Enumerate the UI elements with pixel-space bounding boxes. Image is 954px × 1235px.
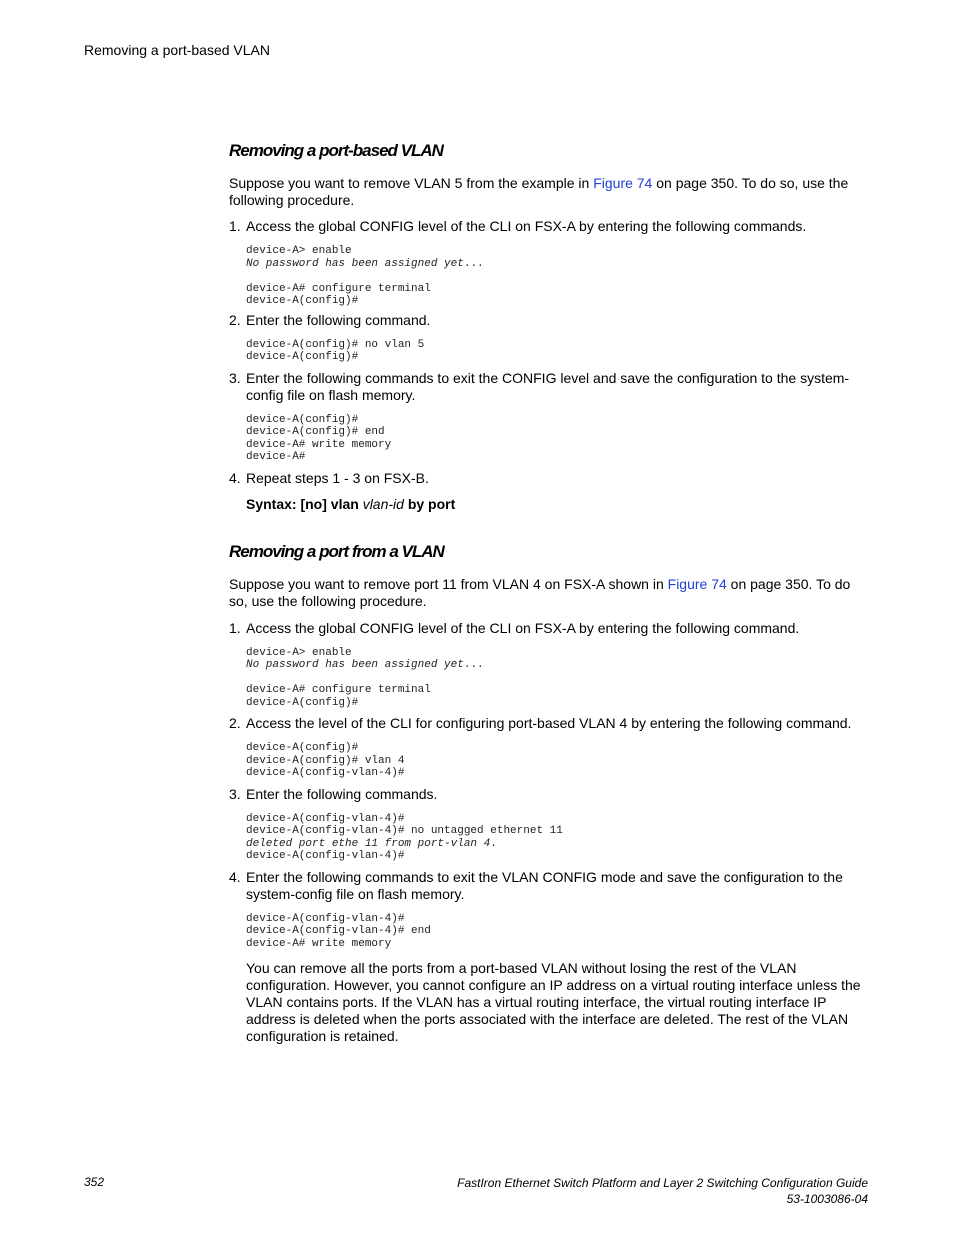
list-item: 1. Access the global CONFIG level of the CLI on FSX-A by entering the following command. xyxy=(229,619,800,636)
footer-doc-number: 53-1003086-04 xyxy=(786,1192,868,1206)
list-item: 4. Enter the following commands to exit the VLAN CONFIG mode and save the configuration to the system-config file on flash memory. xyxy=(229,868,843,902)
code-block: device-A(config-vlan-4)# device-A(config-vlan-4)# end device-A# write memory xyxy=(246,912,431,950)
running-header: Removing a port-based VLAN xyxy=(84,42,270,58)
code-block: device-A(config)# device-A(config)# end device-A# write memory device-A# xyxy=(246,413,392,463)
code-block: device-A> enable No password has been assigned yet... device-A# configure terminal device-A(config)# xyxy=(246,245,484,307)
list-item: 2. Enter the following command. xyxy=(229,311,431,328)
syntax-line: Syntax: [no] vlan vlan-id by port xyxy=(246,495,456,512)
page-content xyxy=(229,140,869,1045)
code-block: device-A(config)# no vlan 5 device-A(config)# xyxy=(246,338,425,363)
list-item: 3. Enter the following commands to exit the CONFIG level and save the configuration to the system-config file on flash memory. xyxy=(229,369,850,403)
page-number: 352 xyxy=(84,1175,105,1189)
list-item: 2. Access the level of the CLI for configuring port-based VLAN 4 by entering the following command. xyxy=(229,715,852,731)
closing-paragraph: You can remove all the ports from a port-based VLAN without losing the rest of the VLAN configuration. However, you cannot configure an IP address on a virtual routing interface unless the VLAN contains ports. If the VLAN has a virtual routing interface, the virtual routing interface IP address is deleted when the ports associated with the interface are deleted. The rest of the VLAN configuration is retained. xyxy=(246,960,861,1044)
section-heading-remove-port: Removing a port from a VLAN xyxy=(229,541,444,561)
list-item: 1. Access the global CONFIG level of the CLI on FSX-A by entering the following commands. xyxy=(229,218,807,234)
figure-link[interactable]: Figure 74 xyxy=(593,175,653,191)
section-heading-remove-vlan: Removing a port-based VLAN xyxy=(229,141,443,160)
list-item: 3. Enter the following commands. xyxy=(229,785,438,802)
footer-doc-title: FastIron Ethernet Switch Platform and Layer 2 Switching Configuration Guide xyxy=(457,1176,868,1190)
code-block: device-A> enable No password has been assigned yet... device-A# configure terminal device-A(config)# xyxy=(246,646,484,709)
code-block: device-A(config)# device-A(config)# vlan 4 device-A(config-vlan-4)# xyxy=(246,742,405,779)
figure-link[interactable]: Figure 74 xyxy=(667,575,727,592)
list-item: 4. Repeat steps 1 - 3 on FSX-B. xyxy=(229,469,429,486)
section2-intro: Suppose you want to remove port 11 from VLAN 4 on FSX-A shown in Figure 74 on page 350. To do so, use the following procedure. xyxy=(229,575,851,609)
section1-intro: Suppose you want to remove VLAN 5 from the example in Figure 74 on page 350. To do so, use the following procedure. xyxy=(229,175,849,208)
code-block: device-A(config-vlan-4)# device-A(config-vlan-4)# no untagged ethernet 11 deleted port ethe 11 from port-vlan 4. device-A(config-vlan-4)# xyxy=(246,812,563,862)
footer-doc-info xyxy=(457,1175,868,1207)
